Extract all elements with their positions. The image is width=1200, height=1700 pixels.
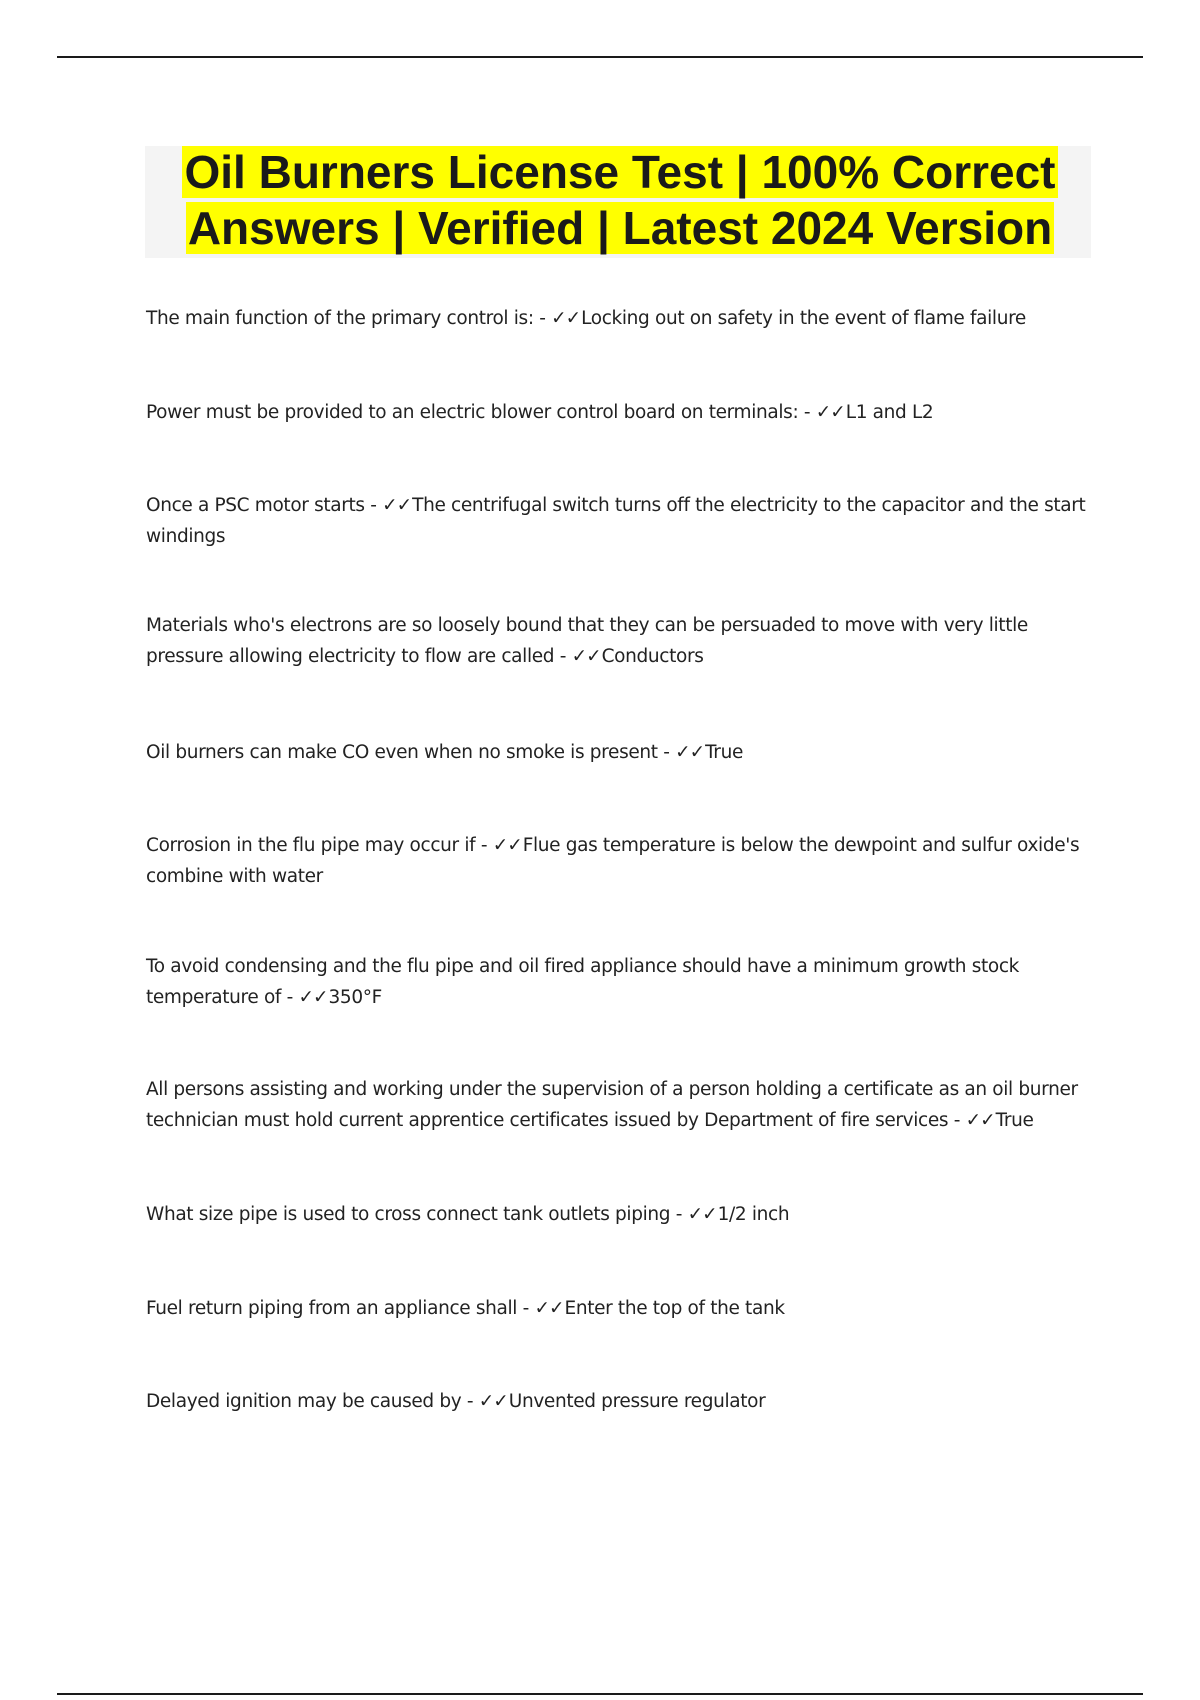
check-icon: ✓✓ bbox=[551, 308, 581, 329]
answer-3: The centrifugal switch turns off the electricity to the capacitor and the start windings bbox=[146, 495, 1086, 547]
qa-item-5 bbox=[146, 737, 1101, 768]
question-6: Corrosion in the flu pipe may occur if bbox=[146, 835, 476, 856]
check-icon: ✓✓ bbox=[478, 1391, 508, 1412]
document-title-text: Oil Burners License Test | 100% Correct Answers | Verified | Latest 2024 Version bbox=[184, 146, 1056, 254]
qa-item-1 bbox=[146, 303, 1101, 334]
check-icon: ✓✓ bbox=[815, 402, 845, 423]
qa-item-8 bbox=[146, 1074, 1101, 1136]
check-icon: ✓✓ bbox=[382, 495, 412, 516]
answer-11: Unvented pressure regulator bbox=[508, 1391, 766, 1412]
separator-9: - bbox=[670, 1204, 688, 1225]
question-1: The main function of the primary control is: bbox=[146, 308, 534, 329]
separator-11: - bbox=[461, 1391, 479, 1412]
check-icon: ✓✓ bbox=[571, 646, 601, 667]
question-4: Materials who's electrons are so loosely bound that they can be persuaded to move with very little pressure allowing electricity to flow are called bbox=[146, 615, 1028, 667]
qa-item-9 bbox=[146, 1199, 1101, 1230]
answer-8: True bbox=[995, 1110, 1034, 1131]
question-7: To avoid condensing and the flu pipe and oil fired appliance should have a minimum growth stock temperature of bbox=[146, 956, 1020, 1008]
separator-3: - bbox=[364, 495, 383, 516]
separator-2: - bbox=[798, 402, 816, 423]
question-5: Oil burners can make CO even when no smoke is present bbox=[146, 742, 658, 763]
separator-1: - bbox=[533, 308, 552, 329]
question-3: Once a PSC motor starts bbox=[146, 495, 365, 516]
question-11: Delayed ignition may be caused by bbox=[146, 1391, 462, 1412]
answer-1: Locking out on safety in the event of flame failure bbox=[581, 308, 1026, 329]
check-icon: ✓✓ bbox=[534, 1298, 564, 1319]
answer-5: True bbox=[705, 742, 743, 763]
separator-6: - bbox=[475, 835, 493, 856]
qa-item-4 bbox=[146, 610, 1101, 672]
bottom-divider bbox=[57, 1693, 1143, 1695]
separator-7: - bbox=[281, 987, 299, 1008]
answer-9: 1/2 inch bbox=[717, 1204, 790, 1225]
qa-item-10 bbox=[146, 1293, 1101, 1324]
question-10: Fuel return piping from an appliance shall bbox=[146, 1298, 518, 1319]
answer-4: Conductors bbox=[601, 646, 704, 667]
answer-6: Flue gas temperature is below the dewpoint and sulfur oxide's combine with water bbox=[146, 835, 1080, 887]
separator-10: - bbox=[517, 1298, 535, 1319]
qa-item-11 bbox=[146, 1386, 1101, 1417]
qa-item-3 bbox=[146, 490, 1101, 552]
qa-item-6 bbox=[146, 830, 1101, 892]
document-title bbox=[157, 144, 1083, 256]
check-icon: ✓✓ bbox=[965, 1110, 995, 1131]
separator-5: - bbox=[657, 742, 676, 763]
answer-2: L1 and L2 bbox=[845, 402, 934, 423]
check-icon: ✓✓ bbox=[492, 835, 522, 856]
check-icon: ✓✓ bbox=[298, 987, 328, 1008]
qa-item-2 bbox=[146, 397, 1101, 428]
question-2: Power must be provided to an electric blower control board on terminals: bbox=[146, 402, 799, 423]
answer-10: Enter the top of the tank bbox=[564, 1298, 785, 1319]
separator-4: - bbox=[554, 646, 572, 667]
separator-8: - bbox=[948, 1110, 966, 1131]
question-9: What size pipe is used to cross connect tank outlets piping bbox=[146, 1204, 671, 1225]
answer-7: 350°F bbox=[328, 987, 382, 1008]
check-icon: ✓✓ bbox=[675, 742, 705, 763]
check-icon: ✓✓ bbox=[687, 1204, 717, 1225]
top-divider bbox=[57, 56, 1143, 58]
question-8: All persons assisting and working under the supervision of a person holding a certificate as an oil burner technician must hold current apprentice certificates issued by Department of fire services bbox=[146, 1079, 1078, 1131]
qa-item-7 bbox=[146, 951, 1101, 1013]
